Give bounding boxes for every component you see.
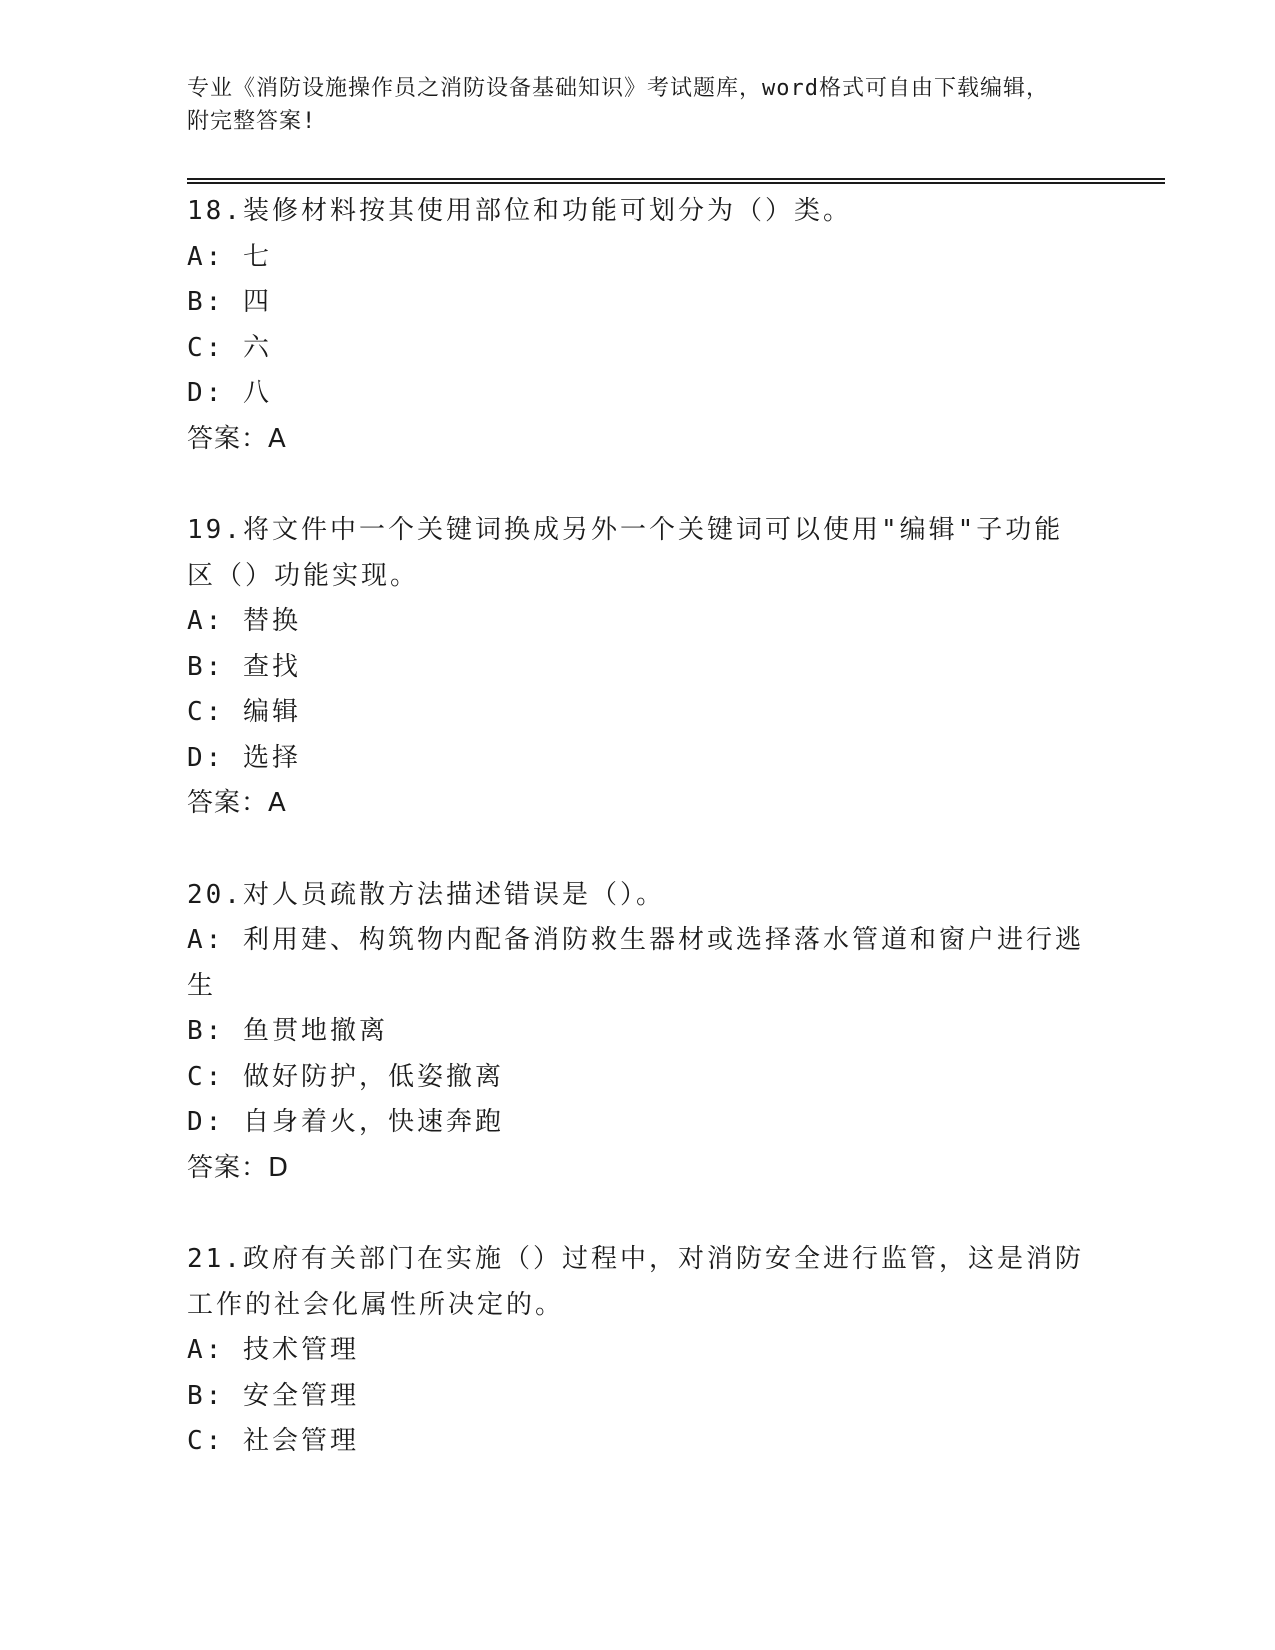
question-stem: 18.装修材料按其使用部位和功能可划分为（）类。 — [187, 196, 852, 226]
option-d: D: 选择 — [187, 742, 301, 773]
question-list — [187, 189, 1087, 1511]
option-c: C: 做好防护，低姿撤离 — [187, 1061, 504, 1092]
option-b: B: 安全管理 — [187, 1380, 359, 1411]
answer: 答案：D — [187, 1152, 290, 1183]
option-a: A: 替换 — [187, 606, 301, 636]
option-d: D: 八 — [187, 378, 272, 408]
option-c: C: 社会管理 — [187, 1426, 359, 1456]
option-a: A: 技术管理 — [187, 1335, 359, 1365]
answer: 答案：A — [187, 788, 287, 818]
question-18 — [187, 189, 1087, 462]
document-intro: 专业《消防设施操作员之消防设备基础知识》考试题库，word格式可自由下载编辑，附完整答案! — [187, 76, 1049, 134]
option-a: A: 利用建、构筑物内配备消防救生器材或选择落水管道和窗户进行逃生 — [187, 925, 1084, 1001]
option-b: B: 查找 — [187, 651, 301, 682]
answer: 答案：A — [187, 423, 287, 454]
question-20 — [187, 873, 1087, 1192]
double-rule-divider — [187, 178, 1165, 184]
question-19 — [187, 508, 1087, 827]
option-c: C: 六 — [187, 332, 272, 363]
option-b: B: 四 — [187, 287, 272, 317]
question-21 — [187, 1237, 1087, 1465]
option-b: B: 鱼贯地撤离 — [187, 1016, 388, 1046]
option-c: C: 编辑 — [187, 697, 301, 727]
question-stem: 19.将文件中一个关键词换成另外一个关键词可以使用"编辑"子功能区（）功能实现。 — [187, 515, 1064, 591]
option-a: A: 七 — [187, 241, 272, 272]
question-stem: 20.对人员疏散方法描述错误是（）。 — [187, 879, 665, 910]
option-d: D: 自身着火，快速奔跑 — [187, 1107, 504, 1137]
question-stem: 21.政府有关部门在实施（）过程中，对消防安全进行监管，这是消防工作的社会化属性所决定的。 — [187, 1244, 1084, 1320]
